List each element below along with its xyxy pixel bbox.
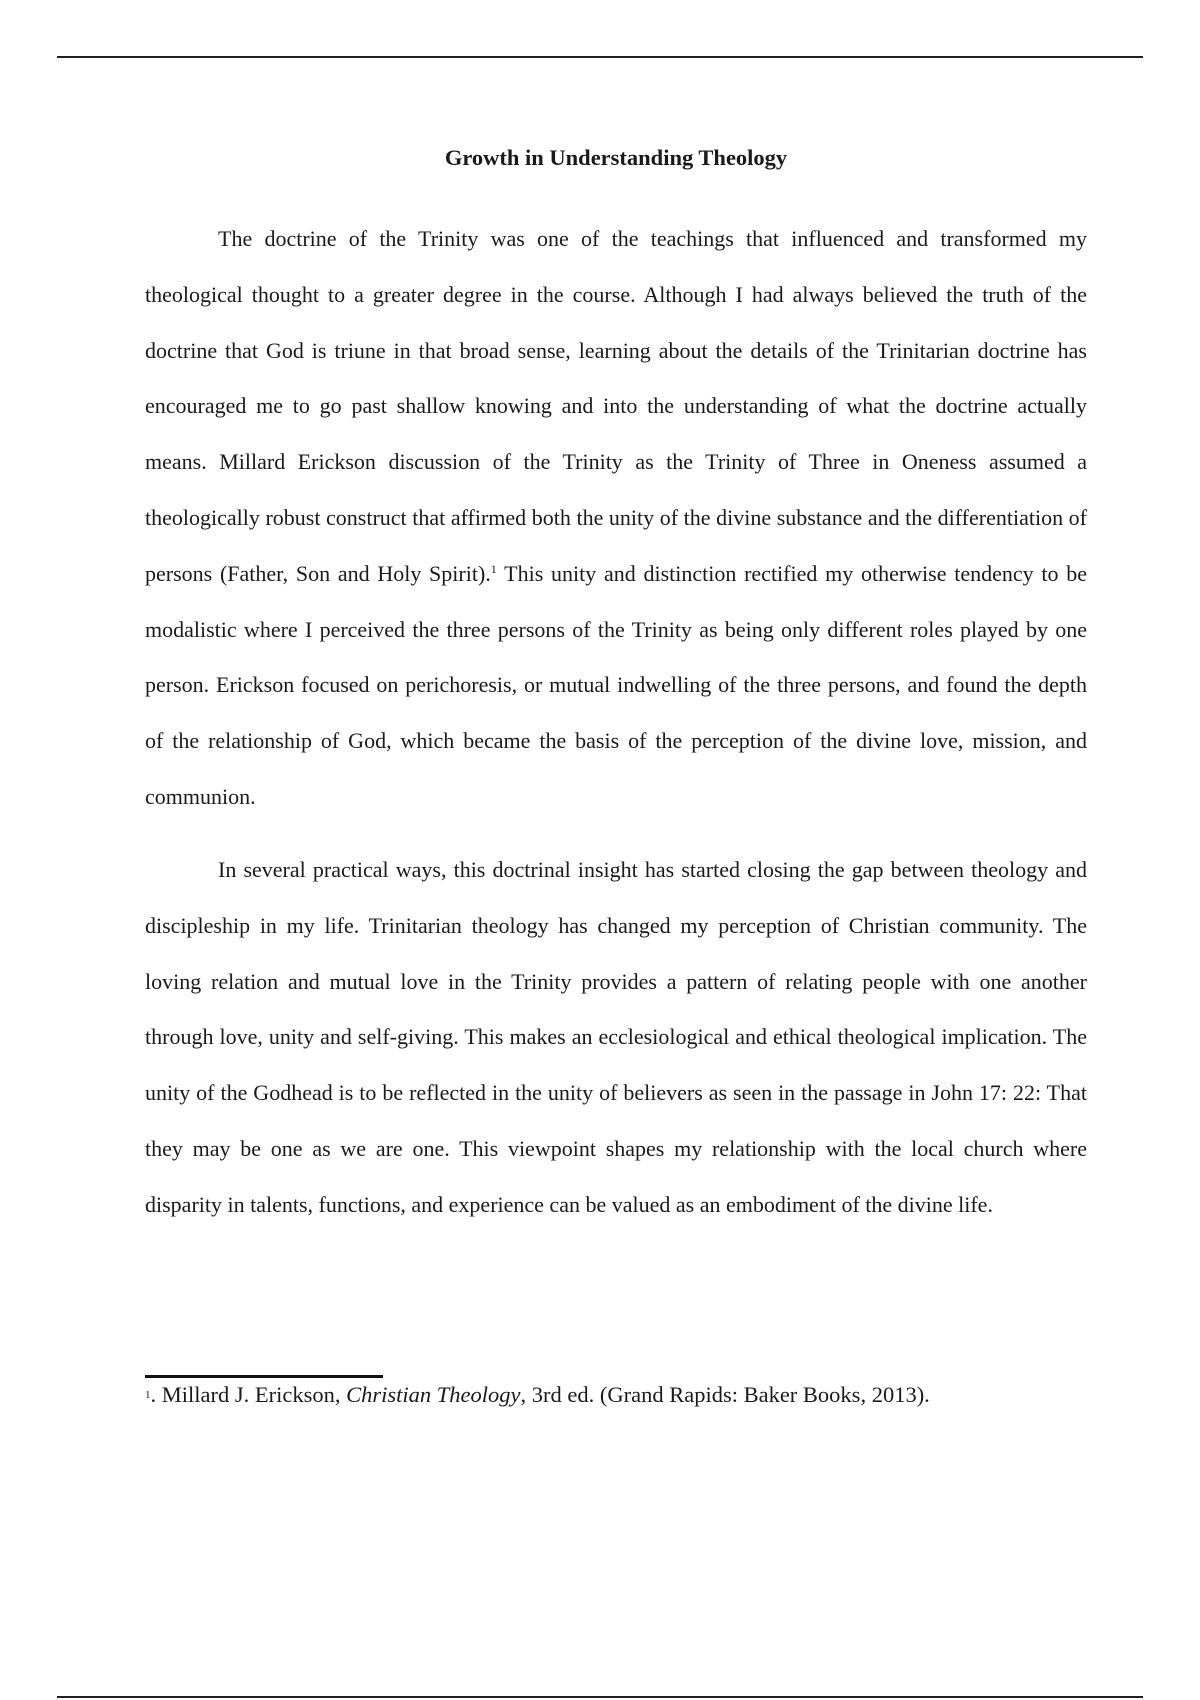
header-rule xyxy=(57,56,1143,58)
footnote-prefix: . Millard J. Erickson, xyxy=(150,1382,347,1407)
footer-rule xyxy=(57,1696,1143,1698)
body-paragraph-2: In several practical ways, this doctrinal insight has started closing the gap between theology and discipleship in my life. Trinitarian theology has changed my perception of Christian community. The loving relation and mutual love in the Trinity provides a pattern of relating people with one another through love, unity and self-giving. This makes an ecclesiological and ethical theological implication. The unity of the Godhead is to be reflected in the unity of believers as seen in the passage in John 17: 22: That they may be one as we are one. This viewpoint shapes my relationship with the local church where disparity in talents, functions, and experience can be valued as an embodiment of the divine life. xyxy=(145,857,1087,1217)
footnote-suffix: , 3rd ed. (Grand Rapids: Baker Books, 2013). xyxy=(520,1382,930,1407)
paragraph-1-text-after-ref: This unity and distinction rectified my otherwise tendency to be modalistic where I perceived the three persons of the Trinity as being only different roles played by one person. Erickson focused on perichoresis, or mutual indwelling of the three persons, and found the depth of the relationship of God, which became the basis of the perception of the divine love, mission, and communion. xyxy=(145,560,1087,809)
footnote-1 xyxy=(145,1380,1087,1410)
footnote-separator xyxy=(145,1375,383,1378)
document-title: Growth in Understanding Theology xyxy=(444,145,788,170)
paragraph-1-text-before-ref: The doctrine of the Trinity was one of the teachings that influenced and transformed my theological thought to a greater degree in the course. Although I had always believed the truth of the doctrine that God is triune in that broad sense, learning about the details of the Trinitarian doctrine has encouraged me to go past shallow knowing and into the understanding of what the doctrine actually means. Millard Erickson discussion of the Trinity as the Trinity of Three in Oneness assumed a theologically robust construct that affirmed both the unity of the divine substance and the differentiation of persons (Father, Son and Holy Spirit). xyxy=(145,226,1087,586)
footnote-mark: 1 xyxy=(145,1389,151,1401)
footnote-reference-1[interactable]: 1 xyxy=(490,561,497,576)
body-paragraph-1 xyxy=(145,211,1087,825)
footnote-book-title: Christian Theology xyxy=(346,1382,521,1407)
